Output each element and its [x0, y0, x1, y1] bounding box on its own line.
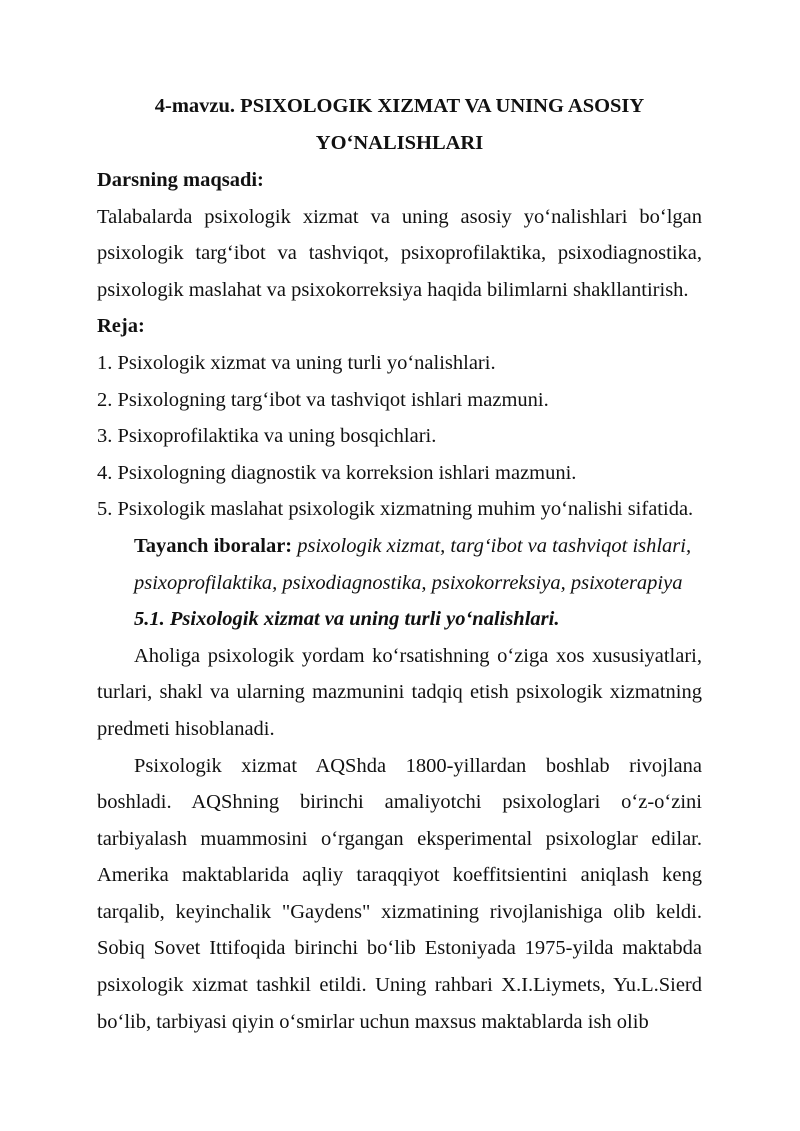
goal-text: Talabalarda psixologik xizmat va uning asosiy yo‘nalishlari bo‘lgan psixologik targ‘ibot va tashviqot, psixoprofilaktika, psixodiagnostika, psixologik maslahat va psixokorreksiya haqida bilimlarni shakllantirish. — [97, 205, 702, 301]
plan-item: 3. Psixoprofilaktika va uning bosqichlari. — [97, 425, 437, 448]
plan-item: 5. Psixologik maslahat psixologik xizmatning muhim yo‘nalishi sifatida. — [97, 498, 694, 521]
plan-item: 1. Psixologik xizmat va uning turli yo‘nalishlari. — [97, 351, 496, 374]
document-title-line-2: YO‘NALISHLARI — [315, 132, 484, 154]
section-title: 5.1. Psixologik xizmat va uning turli yo‘nalishlari. — [134, 608, 560, 631]
plan-item: 2. Psixologning targ‘ibot va tashviqot ishlari mazmuni. — [97, 388, 549, 411]
paragraph-2: Psixologik xizmat AQShda 1800-yillardan boshlab rivojlana boshladi. AQShning birinchi amaliyotchi psixologlari o‘z-o‘zini tarbiyalash muammosini o‘rgangan eksperimental psixologlar edilar. Amerika maktablarida aqliy taraqqiyot koeffitsientini aniqlash keng tarqalib, keyinchalik "Gaydens" xizmatining rivojlanishiga olib keldi. Sobiq Sovet Ittifoqida birinchi bo‘lib Estoniyada 1975-yilda maktabda psixologik xizmat tashkil etildi. Uning rahbari X.I.Liymets, Yu.L.Sierd bo‘lib, tarbiyasi qiyin o‘smirlar uchun maxsus maktablarda ish olib — [97, 754, 702, 1033]
plan-heading: Reja: — [97, 315, 145, 338]
keywords-text: psixologik xizmat, targ‘ibot va tashviqot ishlari, psixoprofilaktika, psixodiagnostika, psixokorreksiya, psixoterapiya — [134, 534, 692, 594]
plan-item: 4. Psixologning diagnostik va korreksion ishlari mazmuni. — [97, 461, 577, 484]
paragraph-1: Aholiga psixologik yordam ko‘rsatishning o‘ziga xos xususiyatlari, turlari, shakl va ularning mazmunini tadqiq etish psixologik xizmatning predmeti hisoblanadi. — [97, 644, 702, 740]
plan-list — [97, 345, 702, 528]
document-title-line-1: 4-mavzu. PSIXOLOGIK XIZMAT VA UNING ASOSIY — [154, 95, 645, 117]
keywords-label: Tayanch iboralar: — [134, 534, 293, 557]
document-page — [97, 88, 702, 1040]
goal-heading: Darsning maqsadi: — [97, 169, 264, 191]
keywords-block — [97, 528, 702, 601]
